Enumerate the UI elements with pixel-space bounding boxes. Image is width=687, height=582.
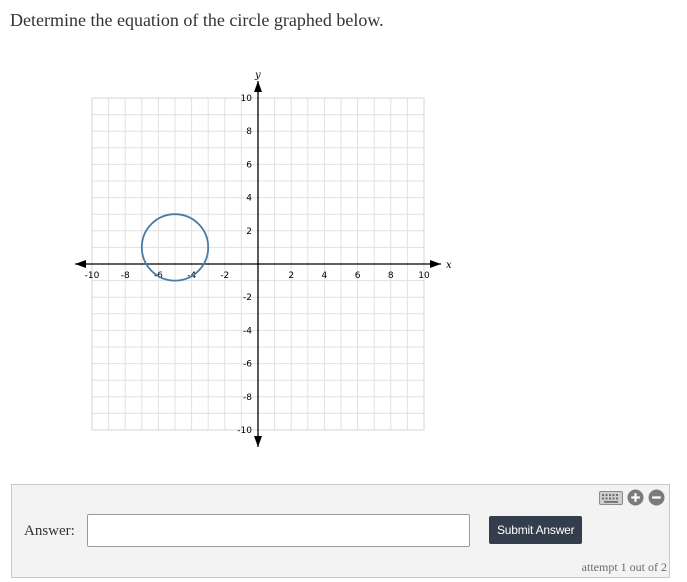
y-tick-label: -4 <box>243 326 252 337</box>
x-tick-label: 6 <box>354 271 361 281</box>
circle-graph <box>60 60 460 455</box>
question-text: Determine the equation of the circle graphed below. <box>10 10 384 30</box>
x-tick-label: 8 <box>387 271 394 281</box>
y-tick-label: -6 <box>243 359 252 370</box>
plus-circle-icon[interactable] <box>627 489 644 506</box>
y-tick-label: -8 <box>243 392 252 403</box>
tick-labels <box>85 94 430 436</box>
x-tick-label: -10 <box>84 271 100 281</box>
x-axis-label: x <box>446 260 452 271</box>
x-tick-label: -8 <box>120 271 130 281</box>
x-tick-label: 4 <box>321 271 328 281</box>
y-tick-label: 10 <box>240 94 252 104</box>
x-tick-label: 10 <box>418 271 430 281</box>
attempt-counter: attempt 1 out of 2 <box>581 560 667 574</box>
submit-answer-button[interactable]: Submit Answer <box>489 516 582 544</box>
y-axis-arrow-up <box>254 81 262 92</box>
y-tick-label: 6 <box>246 160 252 171</box>
answer-input[interactable] <box>87 514 470 547</box>
y-axis-arrow-down <box>254 436 262 447</box>
tool-icons <box>599 489 665 506</box>
x-axis-arrow-left <box>75 260 86 268</box>
y-tick-label: 2 <box>246 226 252 237</box>
y-tick-label: -2 <box>243 293 252 304</box>
x-axis-arrow-right <box>430 260 441 268</box>
y-tick-label: 4 <box>246 193 252 204</box>
keyboard-icon[interactable] <box>599 491 623 505</box>
answer-label: Answer: <box>24 523 75 539</box>
y-tick-label: 8 <box>246 127 252 138</box>
x-tick-label: -2 <box>220 271 230 281</box>
x-tick-label: -4 <box>187 271 197 281</box>
minus-circle-icon[interactable] <box>648 489 665 506</box>
axes <box>75 70 452 447</box>
y-axis-label: y <box>255 70 261 81</box>
y-tick-label: -10 <box>237 426 252 436</box>
x-tick-label: 2 <box>288 271 295 281</box>
answer-panel <box>11 484 670 578</box>
x-tick-label: -6 <box>153 271 163 281</box>
